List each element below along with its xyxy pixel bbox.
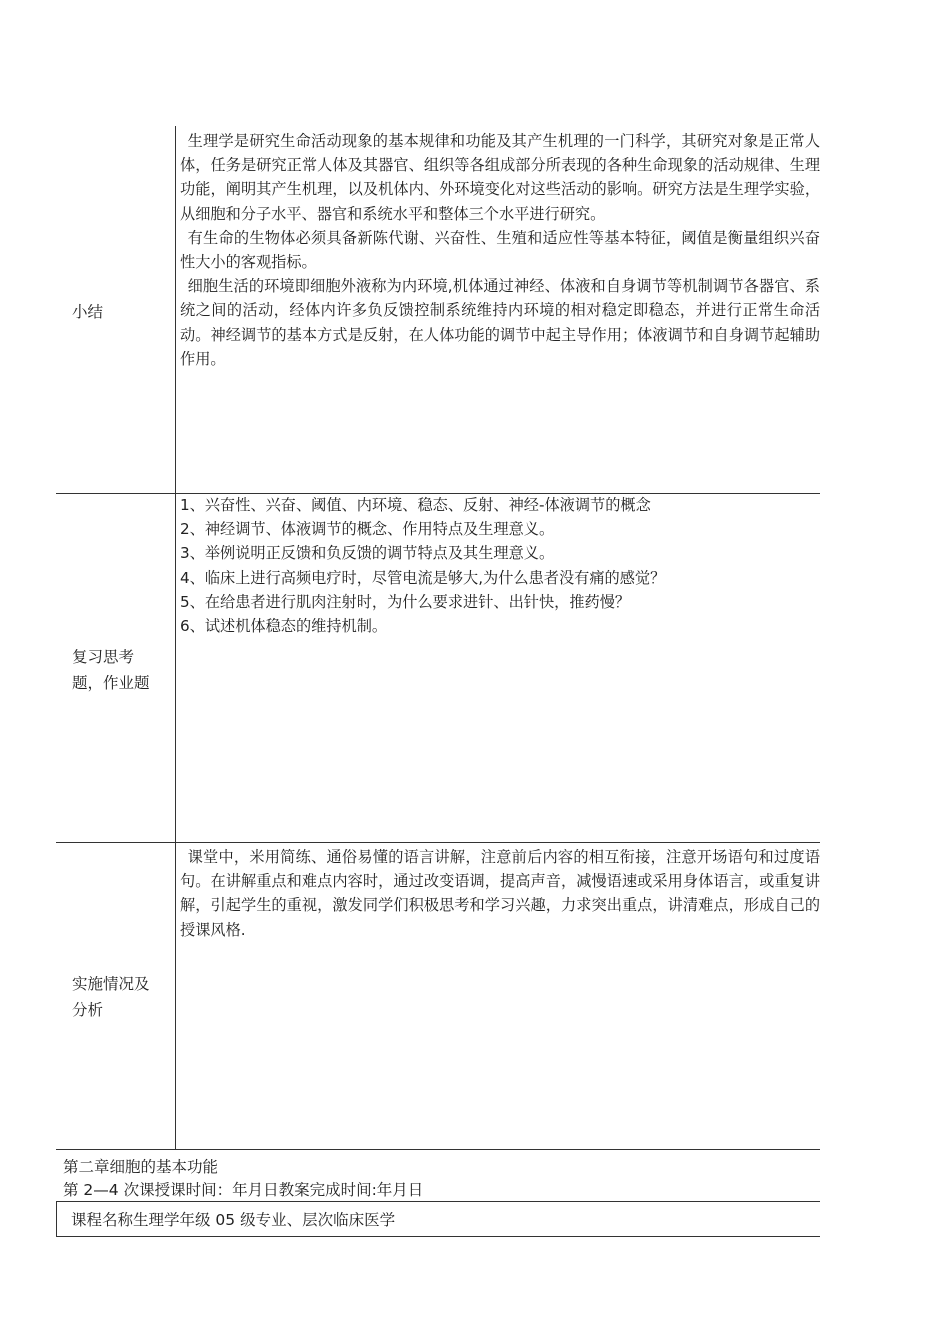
review-question-item: 3、举例说明正反馈和负反馈的调节特点及其生理意义。: [180, 544, 555, 563]
review-question-item: 2、神经调节、体液调节的概念、作用特点及生理意义。: [180, 520, 555, 539]
table-row-divider: [56, 842, 820, 843]
implementation-label: [72, 971, 150, 1023]
review-question-item: 1、兴奋性、兴奋、阈值、内环境、稳态、反射、神经-体液调节的概念: [180, 496, 651, 514]
review-question-item: 5、在给患者进行肌肉注射时，为什么要求进针、出针快，推药慢？: [180, 592, 631, 611]
review-question-item: 4、临床上进行高频电疗时，尽管电流是够大,为什么患者没有痛的感觉？: [180, 568, 666, 587]
review-question-list: [180, 493, 820, 638]
course-info-text: 课程名称生理学年级 05 级专业、层次临床医学: [71, 1211, 396, 1229]
implementation-content: [180, 845, 820, 942]
table-column-divider: [175, 126, 176, 1150]
review-label: [72, 644, 150, 696]
course-info-box: [56, 1201, 820, 1237]
review-question-item: 6、试述机体稳态的维持机制。: [180, 617, 388, 636]
implementation-label-line2: 分析: [72, 1001, 104, 1019]
chapter-title: 第二章细胞的基本功能: [63, 1158, 219, 1176]
summary-paragraph: 细胞生活的环境即细胞外液称为内环境,机体通过神经、体液和自身调节等机制调节各器官、系统之间的活动，经体内许多负反馈控制系统维持内环境的相对稳定即稳态，并进行正常生命活动。神经调节的基本方式是反射，在人体功能的调节中起主导作用；体液调节和自身调节起辅助作用。: [180, 277, 820, 368]
implementation-label-line1: 实施情况及: [72, 975, 150, 993]
implementation-paragraph: 课堂中，米用简练、通俗易懂的语言讲解，注意前后内容的相互衔接，注意开场语句和过度语句。在讲解重点和难点内容时，通过改变语调，提高声音，减慢语速或采用身体语言，或重复讲解，引起学生的重视，激发同学们积极思考和学习兴趣，力求突出重点，讲清难点，形成自己的授课风格.: [180, 848, 820, 939]
summary-paragraph: 生理学是研究生命活动现象的基本规律和功能及其产生机理的一门科学，其研究对象是正常人体，任务是研究正常人体及其器官、组织等各组成部分所表现的各种生命现象的活动规律、生理功能，阐明其产生机理，以及机体内、外环境变化对这些活动的影响。研究方法是生理学实验，从细胞和分子水平、器官和系统水平和整体三个水平进行研究。: [180, 132, 820, 223]
table-bottom-border: [56, 1149, 820, 1150]
summary-paragraph: 有生命的生物体必须具备新陈代谢、兴奋性、生殖和适应性等基本特征，阈值是衡量组织兴奋性大小的客观指标。: [180, 228, 820, 272]
review-label-line1: 复习思考: [72, 648, 135, 666]
review-label-line2: 题，作业题: [72, 674, 150, 692]
schedule-line: 第 2—4 次课授课时间：年月日教案完成时间:年月日: [63, 1181, 424, 1199]
summary-label: 小结: [72, 303, 104, 321]
summary-content: [180, 129, 820, 371]
